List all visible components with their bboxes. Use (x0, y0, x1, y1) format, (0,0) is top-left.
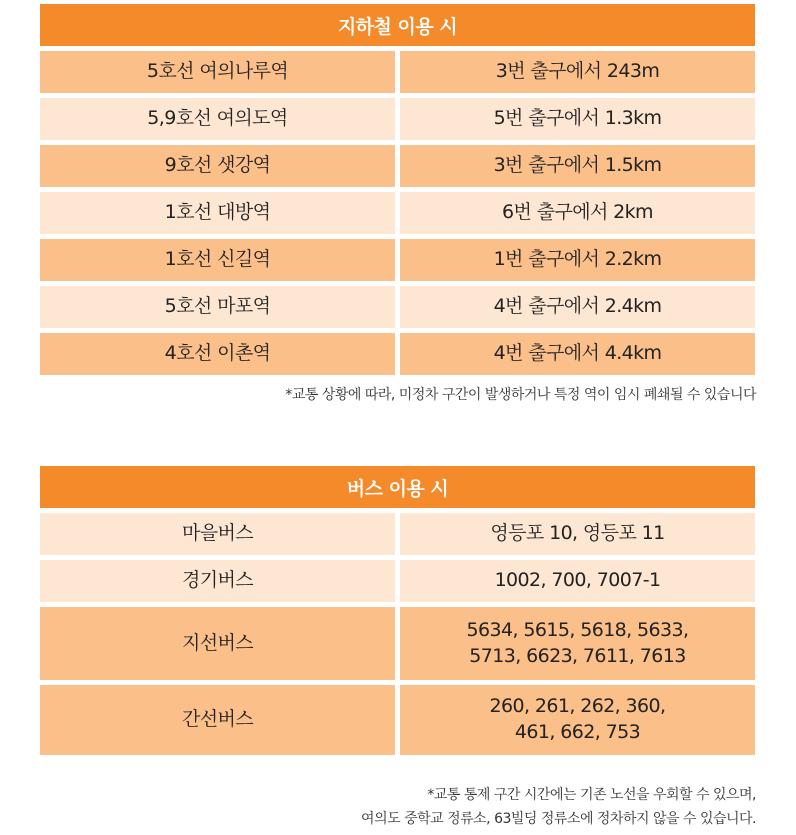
station-cell: 1호선 신길역 (40, 239, 395, 281)
bus-lines-cell (400, 685, 755, 755)
bus-note-line: *교통 통제 구간 시간에는 기존 노선을 우회할 수 있으며, (427, 787, 756, 803)
table-row (40, 239, 755, 281)
table-row (40, 98, 755, 140)
exit-distance-cell: 3번 출구에서 1.5km (400, 145, 755, 187)
table-row (40, 685, 755, 755)
bus-table-header: 버스 이용 시 (40, 466, 755, 508)
table-row (40, 51, 755, 93)
bus-table (40, 466, 755, 755)
station-cell: 5호선 마포역 (40, 286, 395, 328)
exit-distance-cell: 6번 출구에서 2km (400, 192, 755, 234)
station-cell: 5,9호선 여의도역 (40, 98, 395, 140)
subway-table-header: 지하철 이용 시 (40, 4, 755, 46)
station-cell: 1호선 대방역 (40, 192, 395, 234)
table-row (40, 286, 755, 328)
bus-type-cell: 마을버스 (40, 513, 395, 555)
table-row (40, 333, 755, 375)
bus-lines-text: 5634, 5615, 5618, 5633, (466, 618, 689, 641)
subway-table (40, 4, 755, 375)
station-cell: 5호선 여의나루역 (40, 51, 395, 93)
bus-type-cell: 지선버스 (40, 607, 395, 680)
bus-lines-text: 260, 261, 262, 360, (489, 695, 666, 718)
exit-distance-cell: 4번 출구에서 4.4km (400, 333, 755, 375)
table-row (40, 560, 755, 602)
station-cell: 4호선 이촌역 (40, 333, 395, 375)
bus-note (361, 783, 756, 831)
bus-lines-cell (400, 560, 755, 602)
table-row (40, 513, 755, 555)
station-cell: 9호선 샛강역 (40, 145, 395, 187)
exit-distance-cell: 5번 출구에서 1.3km (400, 98, 755, 140)
bus-lines-text: 5713, 6623, 7611, 7613 (469, 644, 686, 667)
bus-lines-text: 영등포 10, 영등포 11 (490, 522, 665, 545)
table-row (40, 145, 755, 187)
bus-type-cell: 간선버스 (40, 685, 395, 755)
subway-note: *교통 상황에 따라, 미정차 구간이 발생하거나 특정 역이 임시 폐쇄될 수 있습니다 (285, 387, 756, 403)
exit-distance-cell: 1번 출구에서 2.2km (400, 239, 755, 281)
bus-lines-cell (400, 513, 755, 555)
bus-note-line: 여의도 중학교 정류소, 63빌딩 정류소에 정차하지 않을 수 있습니다. (361, 811, 756, 827)
bus-lines-text: 461, 662, 753 (514, 721, 641, 743)
exit-distance-cell: 3번 출구에서 243m (400, 51, 755, 93)
exit-distance-cell: 4번 출구에서 2.4km (400, 286, 755, 328)
bus-type-cell: 경기버스 (40, 560, 395, 602)
table-row (40, 192, 755, 234)
bus-lines-text: 1002, 700, 7007-1 (494, 569, 661, 592)
bus-lines-cell (400, 607, 755, 680)
table-row (40, 607, 755, 680)
